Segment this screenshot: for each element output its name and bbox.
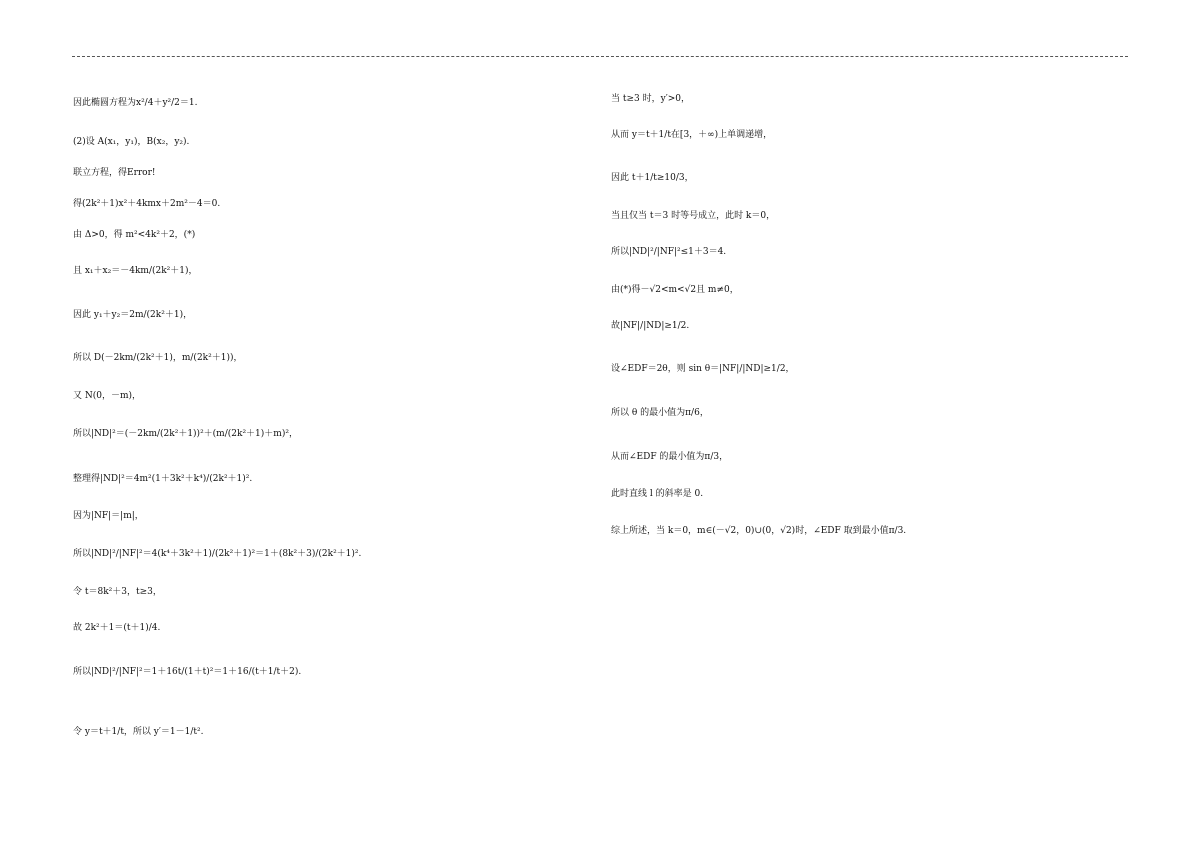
text-line: 从而∠EDF 的最小值为π/3， [611, 452, 729, 462]
text-line: 因为|NF|＝|m|， [73, 511, 144, 521]
text-line: 由 Δ>0，得 m²<4k²＋2，(*) [73, 230, 196, 240]
text-line: 因此 y₁＋y₂＝2m/(2k²＋1)， [73, 310, 193, 320]
text-line: 由(*)得－√2<m<√2且 m≠0， [611, 285, 739, 295]
text-line: 综上所述，当 k＝0，m∈(－√2，0)∪(0，√2)时，∠EDF 取到最小值π/3. [611, 526, 907, 536]
text-line: 当 t≥3 时，y′>0， [611, 94, 691, 104]
text-line: 令 y＝t＋1/t，所以 y′＝1－1/t². [73, 727, 204, 737]
text-line: 所以|ND|²/|NF|²＝1＋16t/(1＋t)²＝1＋16/(t＋1/t＋2). [73, 667, 302, 677]
text-line: 联立方程，得Error! [73, 168, 156, 178]
text-line: 设∠EDF＝2θ，则 sin θ＝|NF|/|ND|≥1/2， [611, 364, 795, 374]
text-line: 所以 D(－2km/(2k²＋1)，m/(2k²＋1))， [73, 353, 243, 363]
text-line: 所以|ND|²/|NF|²≤1＋3＝4. [611, 247, 727, 257]
text-line: 所以 θ 的最小值为π/6， [611, 408, 709, 418]
text-line: 令 t＝8k²＋3，t≥3， [73, 587, 162, 597]
text-line: 且 x₁＋x₂＝－4km/(2k²＋1)， [73, 266, 198, 276]
text-line: 当且仅当 t＝3 时等号成立，此时 k＝0， [611, 211, 776, 221]
text-line: 所以|ND|²＝(－2km/(2k²＋1))²＋(m/(2k²＋1)＋m)²， [73, 429, 298, 439]
text-line: 此时直线 l 的斜率是 0. [611, 489, 704, 499]
text-line: 得(2k²＋1)x²＋4kmx＋2m²－4＝0. [73, 199, 221, 209]
text-line: 因此 t＋1/t≥10/3， [611, 173, 694, 183]
text-line: 又 N(0，－m)， [73, 391, 142, 401]
text-line: 整理得|ND|²＝4m²(1＋3k²＋k⁴)/(2k²＋1)². [73, 474, 253, 484]
text-line: 故|NF|/|ND|≥1/2. [611, 321, 690, 331]
text-line: 从而 y＝t＋1/t在[3，＋∞)上单调递增， [611, 130, 773, 140]
text-line: 因此椭圆方程为x²/4＋y²/2＝1. [73, 98, 198, 108]
text-line: (2)设 A(x₁，y₁)，B(x₂，y₂). [73, 137, 190, 147]
text-line: 所以|ND|²/|NF|²＝4(k⁴＋3k²＋1)/(2k²＋1)²＝1＋(8k²＋3)/(2k²＋1)². [73, 549, 362, 559]
text-line: 故 2k²＋1＝(t＋1)/4. [73, 623, 161, 633]
